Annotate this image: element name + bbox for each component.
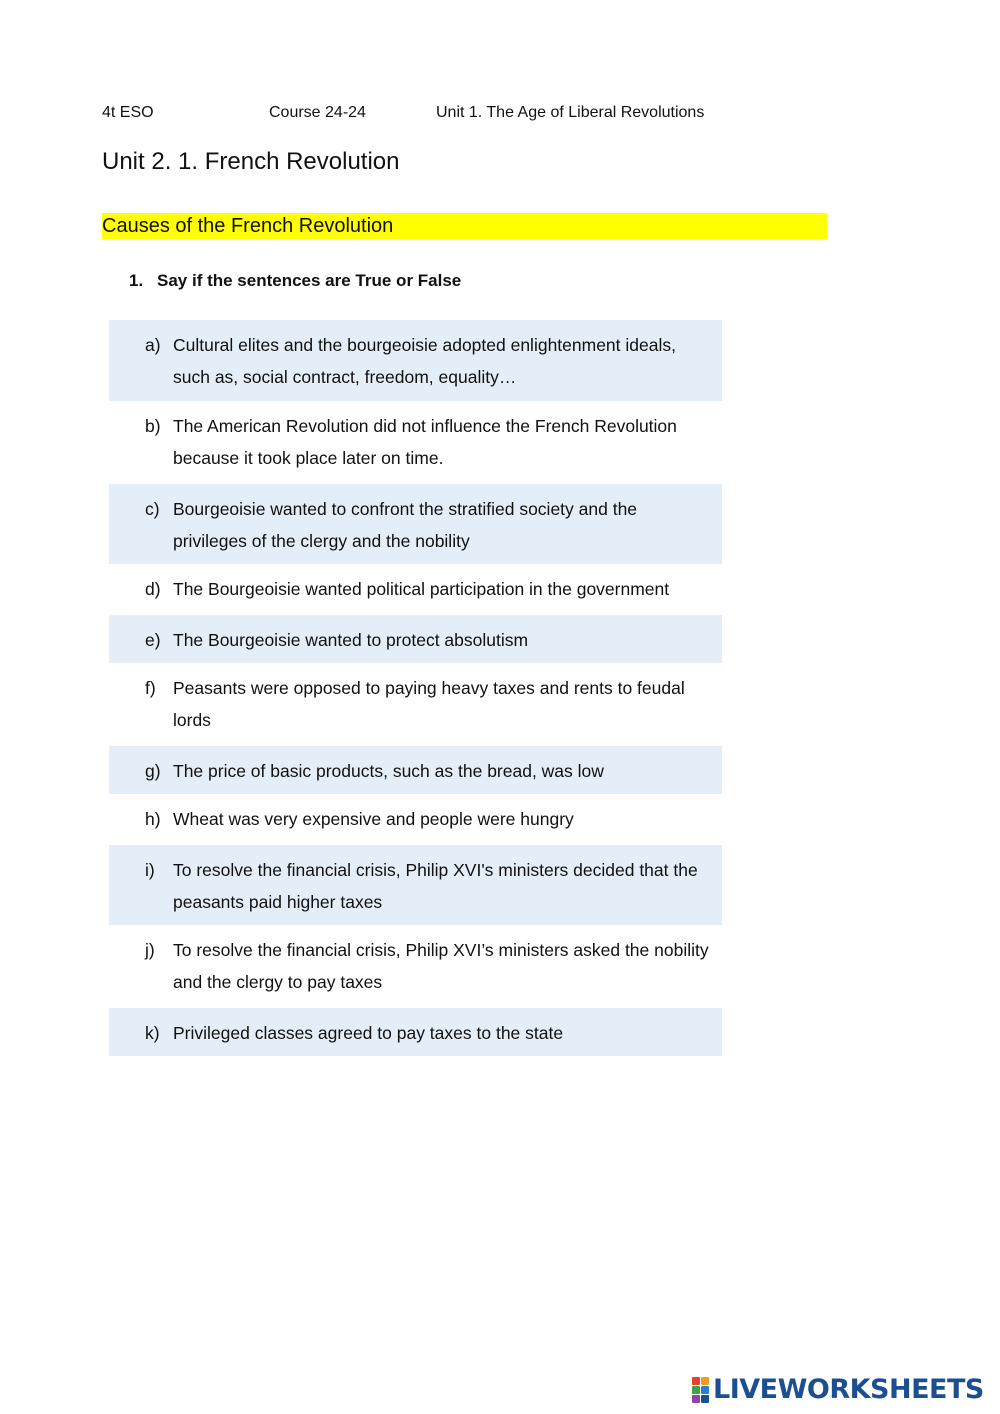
exercise-title <box>129 271 461 291</box>
question-text: The Bourgeoisie wanted political participation in the government <box>173 579 670 599</box>
page-title: Unit 2. 1. French Revolution <box>102 148 400 175</box>
question-row-e[interactable] <box>109 615 722 663</box>
question-letter: a) <box>145 335 161 355</box>
question-row-h[interactable] <box>109 794 722 845</box>
course-label: Course 24-24 <box>269 104 366 121</box>
question-text: Privileged classes agreed to pay taxes to the state <box>173 1023 564 1043</box>
question-letter: h) <box>145 809 161 829</box>
question-row-g[interactable] <box>109 746 722 794</box>
question-letter: i) <box>145 860 155 880</box>
question-letter: f) <box>145 678 156 698</box>
unit-label: Unit 1. The Age of Liberal Revolutions <box>436 104 705 121</box>
question-row-k[interactable] <box>109 1008 722 1056</box>
logo-blocks-icon <box>692 1377 709 1403</box>
question-row-d[interactable] <box>109 564 722 615</box>
section-heading: Causes of the French Revolution <box>102 213 827 239</box>
question-text: Cultural elites and the bourgeoisie adopted enlightenment ideals, such as, social contract, freedom, equality… <box>173 335 676 387</box>
question-text: Peasants were opposed to paying heavy taxes and rents to feudal lords <box>173 678 685 730</box>
liveworksheets-logo <box>692 1374 984 1405</box>
question-text: The Bourgeoisie wanted to protect absolutism <box>173 630 529 650</box>
question-letter: b) <box>145 416 161 436</box>
exercise-number: 1. <box>129 271 144 290</box>
question-letter: c) <box>145 499 160 519</box>
question-letter: d) <box>145 579 161 599</box>
question-letter: k) <box>145 1023 160 1043</box>
question-letter: j) <box>145 940 155 960</box>
question-text: The American Revolution did not influence the French Revolution because it took place later on time. <box>173 416 677 468</box>
question-row-b[interactable] <box>109 401 722 484</box>
question-row-i[interactable] <box>109 845 722 925</box>
question-list <box>109 320 722 1056</box>
question-text: To resolve the financial crisis, Philip XVI’s ministers asked the nobility and the clergy to pay taxes <box>173 940 709 992</box>
question-letter: e) <box>145 630 161 650</box>
question-text: Wheat was very expensive and people were hungry <box>173 809 574 829</box>
question-row-c[interactable] <box>109 484 722 564</box>
logo-text: LIVEWORKSHEETS <box>713 1374 984 1405</box>
question-text: To resolve the financial crisis, Philip XVI's ministers decided that the peasants paid higher taxes <box>173 860 698 912</box>
question-text: Bourgeoisie wanted to confront the stratified society and the privileges of the clergy and the nobility <box>173 499 638 551</box>
grade-label: 4t ESO <box>102 104 154 121</box>
question-letter: g) <box>145 761 161 781</box>
question-row-f[interactable] <box>109 663 722 746</box>
question-row-a[interactable] <box>109 320 722 401</box>
exercise-instruction: Say if the sentences are True or False <box>157 271 462 290</box>
question-row-j[interactable] <box>109 925 722 1008</box>
question-text: The price of basic products, such as the bread, was low <box>173 761 604 781</box>
